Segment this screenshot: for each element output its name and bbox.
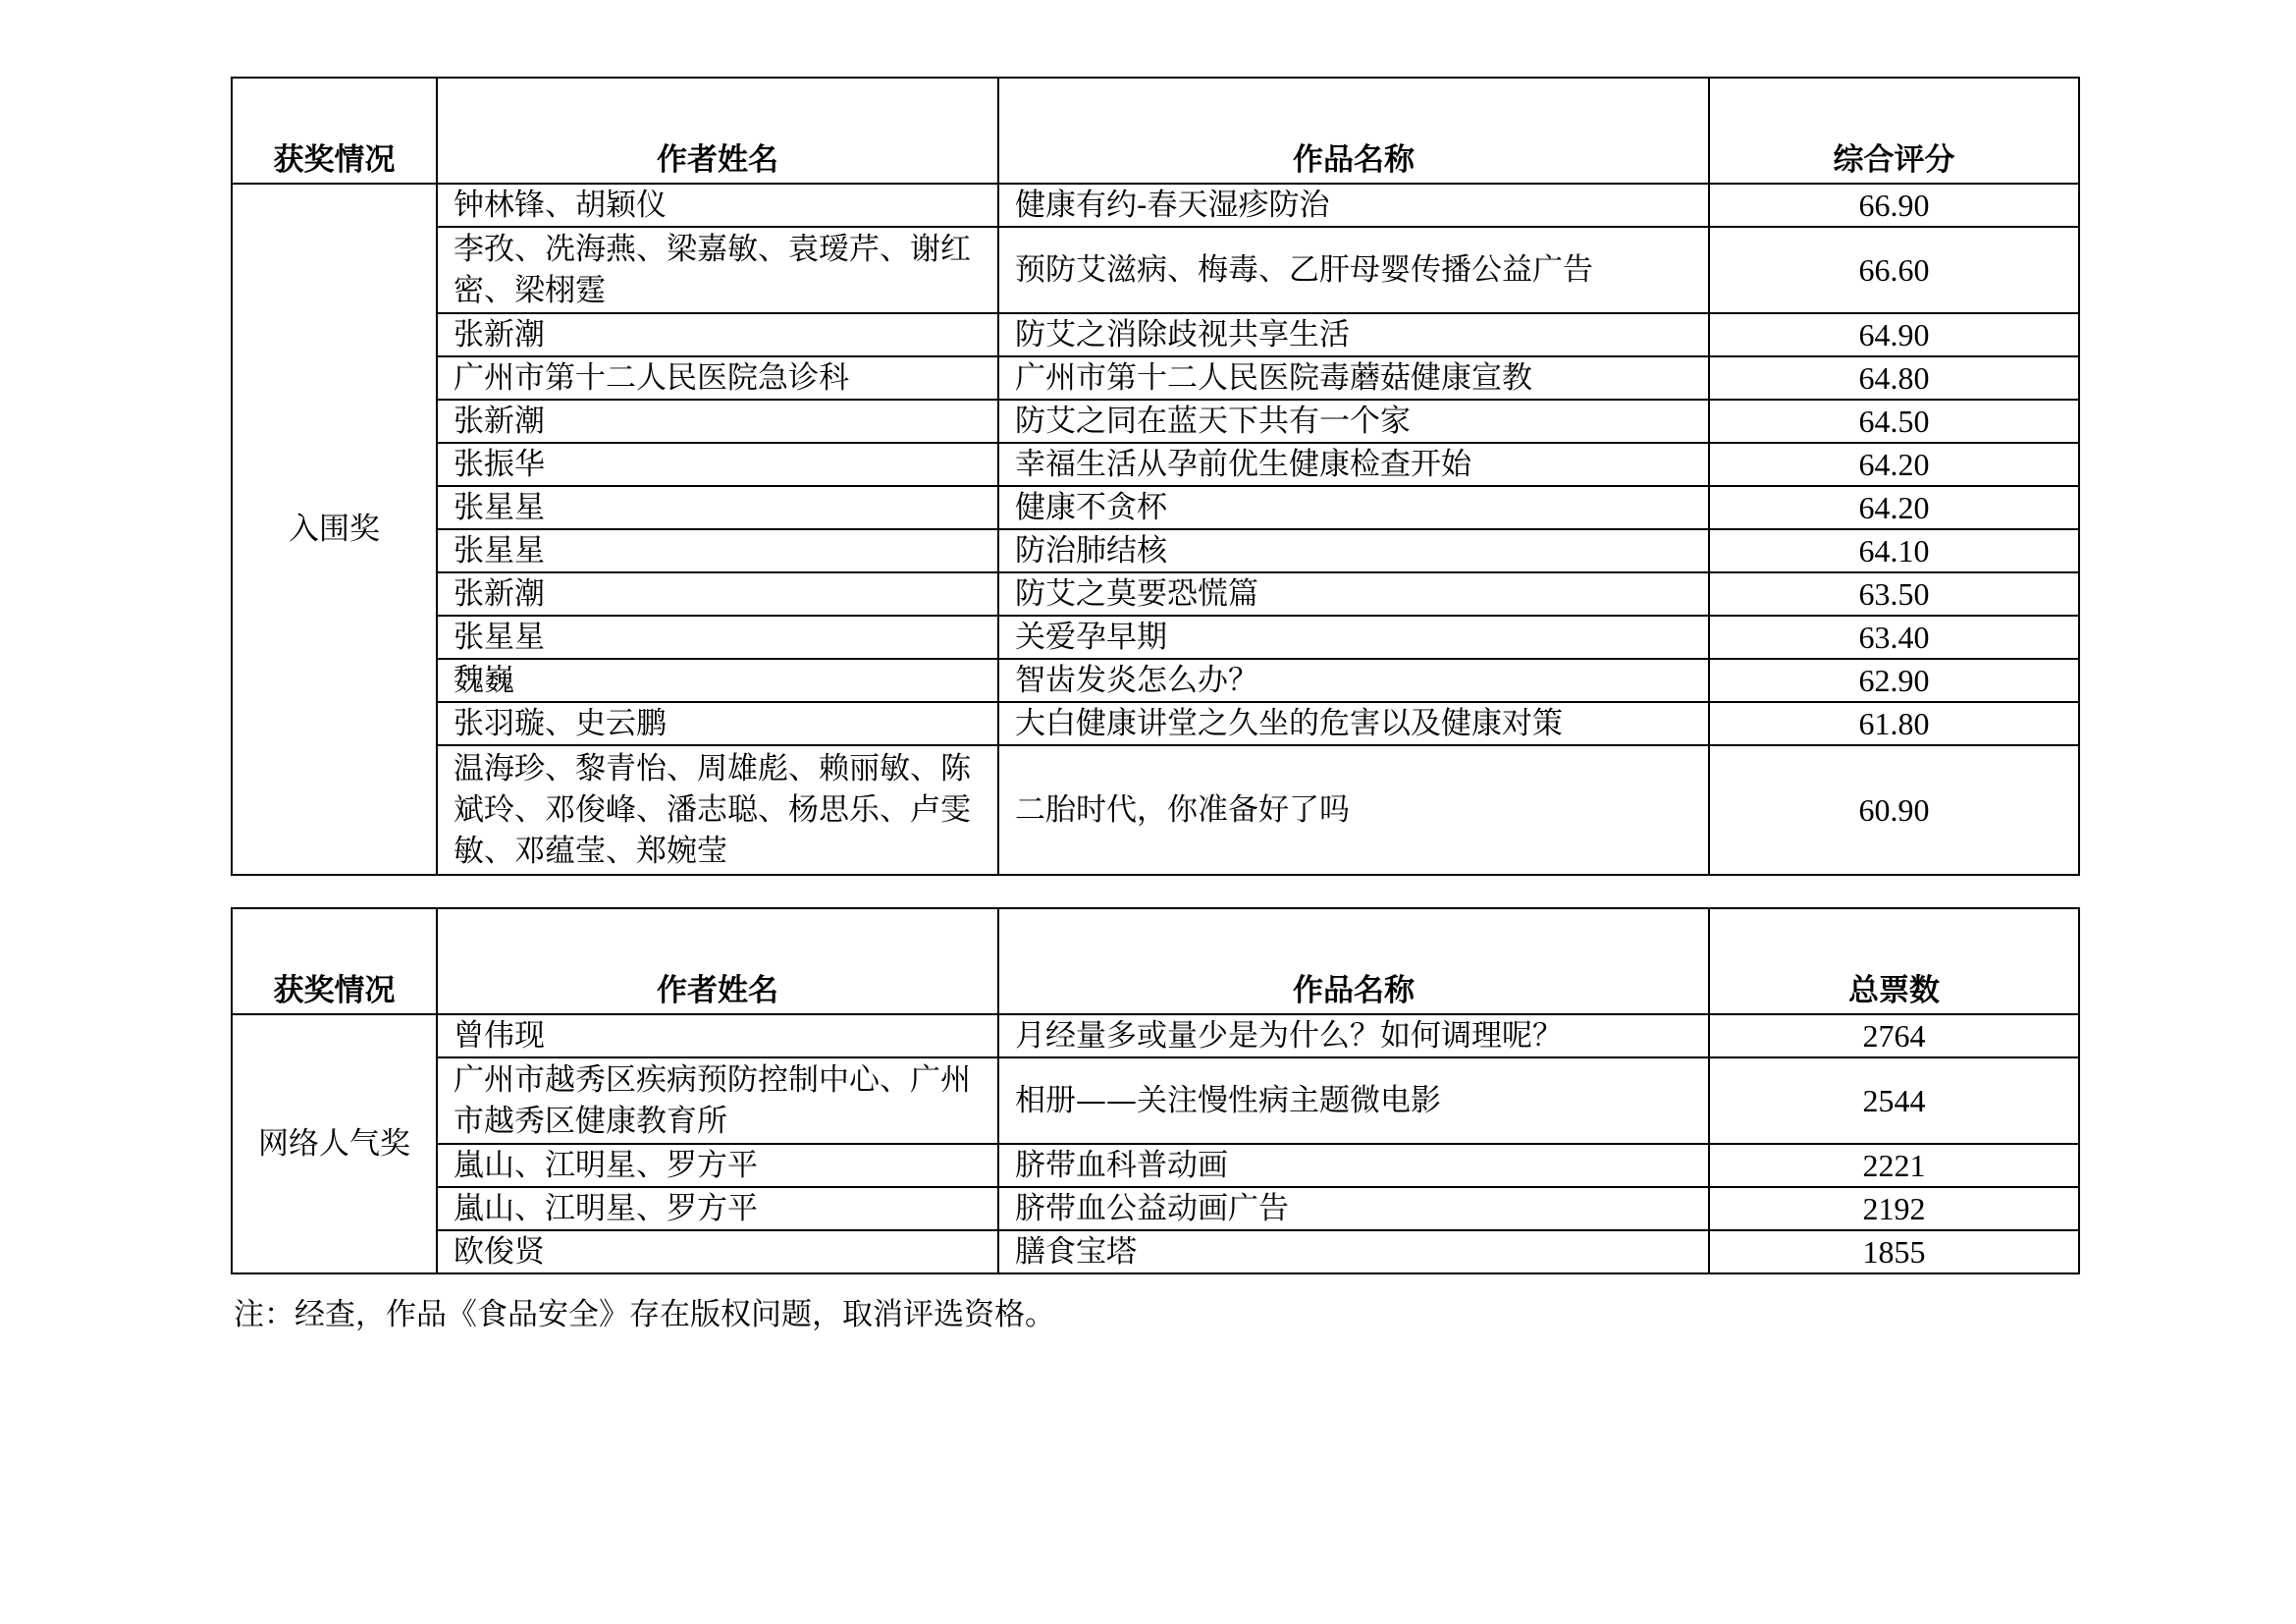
header-award-status: 获奖情况: [232, 78, 437, 184]
score-cell: 63.40: [1709, 616, 2079, 659]
work-cell: 相册——关注慢性病主题微电影: [998, 1057, 1709, 1144]
score-cell: 64.10: [1709, 529, 2079, 572]
table-header-row: [232, 908, 2079, 1014]
work-cell: 健康不贪杯: [998, 486, 1709, 529]
header-award-status: 获奖情况: [232, 908, 437, 1014]
table-row: [232, 529, 2079, 572]
work-cell: 幸福生活从孕前优生健康检查开始: [998, 443, 1709, 486]
table-row: [232, 227, 2079, 313]
votes-cell: 2764: [1709, 1014, 2079, 1057]
author-cell: 广州市越秀区疾病预防控制中心、广州市越秀区健康教育所: [437, 1057, 998, 1144]
work-cell: 智齿发炎怎么办？: [998, 659, 1709, 702]
author-cell: 张星星: [437, 616, 998, 659]
author-cell: 魏巍: [437, 659, 998, 702]
table-row: [232, 702, 2079, 745]
work-cell: 关爱孕早期: [998, 616, 1709, 659]
table-row: [232, 184, 2079, 227]
work-cell: 防艾之消除歧视共享生活: [998, 313, 1709, 356]
votes-cell: 2544: [1709, 1057, 2079, 1144]
work-cell: 月经量多或量少是为什么？如何调理呢？: [998, 1014, 1709, 1057]
table-row: [232, 659, 2079, 702]
table-row: [232, 1144, 2079, 1187]
author-cell: 曾伟现: [437, 1014, 998, 1057]
table-row: [232, 572, 2079, 616]
work-cell: 脐带血公益动画广告: [998, 1187, 1709, 1230]
work-cell: 防艾之莫要恐慌篇: [998, 572, 1709, 616]
score-cell: 64.20: [1709, 443, 2079, 486]
score-cell: 64.20: [1709, 486, 2079, 529]
header-work-title: 作品名称: [998, 78, 1709, 184]
award-category: 入围奖: [232, 184, 437, 875]
author-cell: 钟林锋、胡颖仪: [437, 184, 998, 227]
author-cell: 欧俊贤: [437, 1230, 998, 1273]
author-cell: 广州市第十二人民医院急诊科: [437, 356, 998, 400]
footnote: 注：经查，作品《食品安全》存在版权问题，取消评选资格。: [234, 1297, 1055, 1332]
table-row: [232, 356, 2079, 400]
table-row: [232, 745, 2079, 875]
table-row: [232, 1014, 2079, 1057]
author-cell: 嵐山、江明星、罗方平: [437, 1187, 998, 1230]
score-cell: 66.90: [1709, 184, 2079, 227]
author-cell: 张星星: [437, 486, 998, 529]
score-cell: 64.80: [1709, 356, 2079, 400]
work-cell: 防治肺结核: [998, 529, 1709, 572]
work-cell: 大白健康讲堂之久坐的危害以及健康对策: [998, 702, 1709, 745]
work-cell: 广州市第十二人民医院毒蘑菇健康宣教: [998, 356, 1709, 400]
author-cell: 张新潮: [437, 313, 998, 356]
table-row: [232, 313, 2079, 356]
header-author-name: 作者姓名: [437, 78, 998, 184]
score-cell: 61.80: [1709, 702, 2079, 745]
work-cell: 膳食宝塔: [998, 1230, 1709, 1273]
author-cell: 李孜、冼海燕、梁嘉敏、袁瑷芹、谢红密、梁栩霆: [437, 227, 998, 313]
score-cell: 64.90: [1709, 313, 2079, 356]
header-author-name: 作者姓名: [437, 908, 998, 1014]
finalist-award-table: [231, 77, 2080, 876]
author-cell: 张羽璇、史云鹏: [437, 702, 998, 745]
work-cell: 健康有约-春天湿疹防治: [998, 184, 1709, 227]
table-row: [232, 1187, 2079, 1230]
author-cell: 张振华: [437, 443, 998, 486]
header-total-votes: 总票数: [1709, 908, 2079, 1014]
header-work-title: 作品名称: [998, 908, 1709, 1014]
table-row: [232, 486, 2079, 529]
popularity-award-table: [231, 907, 2080, 1274]
table-row: [232, 1057, 2079, 1144]
work-cell: 防艾之同在蓝天下共有一个家: [998, 400, 1709, 443]
header-overall-score: 综合评分: [1709, 78, 2079, 184]
author-cell: 张新潮: [437, 572, 998, 616]
author-cell: 张星星: [437, 529, 998, 572]
score-cell: 63.50: [1709, 572, 2079, 616]
table-row: [232, 443, 2079, 486]
table-row: [232, 616, 2079, 659]
work-cell: 预防艾滋病、梅毒、乙肝母婴传播公益广告: [998, 227, 1709, 313]
score-cell: 66.60: [1709, 227, 2079, 313]
score-cell: 64.50: [1709, 400, 2079, 443]
votes-cell: 2192: [1709, 1187, 2079, 1230]
votes-cell: 2221: [1709, 1144, 2079, 1187]
table-row: [232, 400, 2079, 443]
votes-cell: 1855: [1709, 1230, 2079, 1273]
author-cell: 张新潮: [437, 400, 998, 443]
score-cell: 60.90: [1709, 745, 2079, 875]
award-category: 网络人气奖: [232, 1014, 437, 1273]
table-row: [232, 1230, 2079, 1273]
table-header-row: [232, 78, 2079, 184]
author-cell: 嵐山、江明星、罗方平: [437, 1144, 998, 1187]
work-cell: 脐带血科普动画: [998, 1144, 1709, 1187]
work-cell: 二胎时代，你准备好了吗: [998, 745, 1709, 875]
score-cell: 62.90: [1709, 659, 2079, 702]
author-cell: 温海珍、黎青怡、周雄彪、赖丽敏、陈斌玲、邓俊峰、潘志聪、杨思乐、卢雯敏、邓蕴莹、郑婉莹: [437, 745, 998, 875]
